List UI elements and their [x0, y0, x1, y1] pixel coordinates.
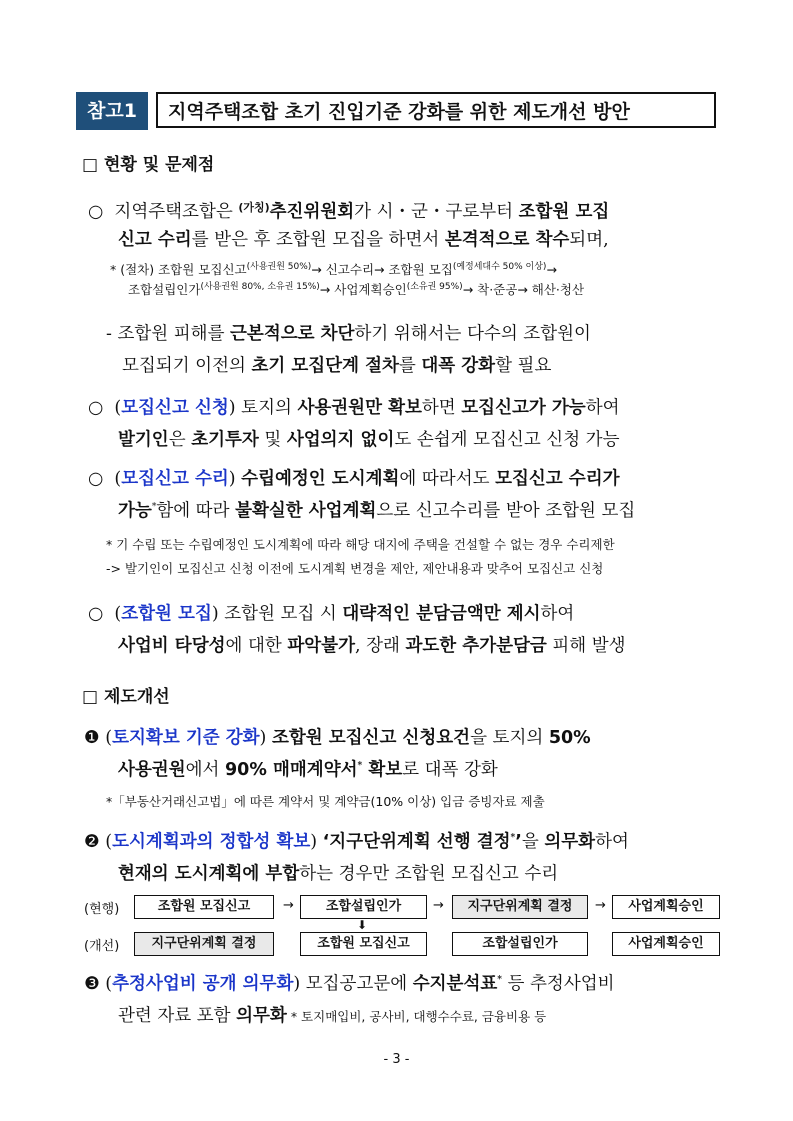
- paragraph-4-line1: ○ (모집신고 수리) 수립예정인 도시계획에 따라서도 모집신고 수리가: [88, 469, 620, 489]
- flow-improved-step-4: 사업계획승인: [612, 932, 720, 956]
- paragraph-3-line1: ○ (모집신고 신청) 토지의 사용권원만 확보하면 모집신고가 가능하여: [88, 398, 620, 418]
- flow-current-label: (현행): [84, 902, 120, 917]
- paragraph-2-line1: - 조합원 피해를 근본적으로 차단하기 위해서는 다수의 조합원이: [106, 324, 591, 344]
- flow-improved-step-2: 조합원 모집신고: [300, 932, 427, 956]
- flow-arrow: →: [595, 898, 606, 913]
- flow-improved-step-3: 조합설립인가: [452, 932, 588, 956]
- paragraph-1-line2: 신고 수리를 받은 후 조합원 모집을 하면서 본격적으로 착수되며,: [118, 230, 609, 250]
- page-number: - 3 -: [383, 1052, 410, 1067]
- flow-arrow: →: [433, 898, 444, 913]
- page-title: 지역주택조합 초기 진입기준 강화를 위한 제도개선 방안: [156, 92, 716, 128]
- paragraph-5-line2: 사업비 타당성에 대한 파악불가, 장래 과도한 추가분담금 피해 발생: [118, 636, 626, 656]
- flow-current-step-1: 조합원 모집신고: [134, 895, 274, 919]
- flow-arrow: →: [283, 898, 294, 913]
- item-1-line1: ❶ (토지확보 기준 강화) 조합원 모집신고 신청요건을 토지의 50%: [84, 728, 591, 748]
- section-heading-improvement: □ 제도개선: [82, 687, 170, 707]
- note-contract-evidence: *「부동산거래신고법」에 따른 계약서 및 계약금(10% 이상) 입금 증빙자료 제출: [106, 794, 545, 809]
- paragraph-1-line1: ○ 지역주택조합은 $^{(가칭)}$추진위원회가 시・군・구로부터 조합원 모집: [88, 201, 610, 222]
- paragraph-4-line2: 가능*함에 따라 불확실한 사업계획으로 신고수리를 받아 조합원 모집: [118, 501, 636, 521]
- section-heading-status: □ 현황 및 문제점: [82, 155, 215, 175]
- note-procedure-line2: 조합설립인가$^{(사용권원 80\%, 소유권 15\%)}$→ 사업계획승인$^{(소유권 95\%)}$→ 착·준공→ 해산·청산: [128, 281, 585, 297]
- item-2-line1: ❷ (도시계획과의 정합성 확보) ‘지구단위계획 선행 결정*’을 의무화하여: [84, 832, 629, 852]
- note-proposal: -> 발기인이 모집신고 신청 이전에 도시계획 변경을 제안, 제안내용과 맞추어 모집신고 신청: [106, 561, 604, 576]
- flow-current-step-4: 사업계획승인: [612, 895, 720, 919]
- note-restriction: * 기 수립 또는 수립예정인 도시계획에 따라 해당 대지에 주택을 건설할 수 없는 경우 수리제한: [106, 537, 615, 552]
- note-procedure-line1: * (절차) 조합원 모집신고$^{(사용권원 50\%)}$→ 신고수리→ 조합원 모집$^{(예정세대수 50\% 이상)}$→: [110, 261, 557, 277]
- flow-improved-label: (개선): [84, 939, 120, 954]
- paragraph-5-line1: ○ (조합원 모집) 조합원 모집 시 대략적인 분담금액만 제시하여: [88, 604, 575, 624]
- item-3-line2: 관련 자료 포함 의무화 * 토지매입비, 공사비, 대행수수료, 금융비용 등: [118, 1006, 547, 1026]
- paragraph-2-line2: 모집되기 이전의 초기 모집단계 절차를 대폭 강화할 필요: [122, 356, 552, 376]
- flow-current-step-2: 조합설립인가: [300, 895, 427, 919]
- flow-improved-step-1: 지구단위계획 결정: [134, 932, 274, 956]
- item-1-line2: 사용권원에서 90% 매매계약서* 확보로 대폭 강화: [118, 760, 498, 780]
- item-3-line1: ❸ (추정사업비 공개 의무화) 모집공고문에 수지분석표* 등 추정사업비: [84, 974, 615, 994]
- flow-current-step-3: 지구단위계획 결정: [452, 895, 588, 919]
- reference-badge: 참고1: [76, 92, 148, 130]
- item-2-line2: 현재의 도시계획에 부합하는 경우만 조합원 모집신고 수리: [118, 864, 559, 884]
- paragraph-3-line2: 발기인은 초기투자 및 사업의지 없이도 손쉽게 모집신고 신청 가능: [118, 430, 620, 450]
- down-arrow-icon: ⬇: [357, 918, 368, 932]
